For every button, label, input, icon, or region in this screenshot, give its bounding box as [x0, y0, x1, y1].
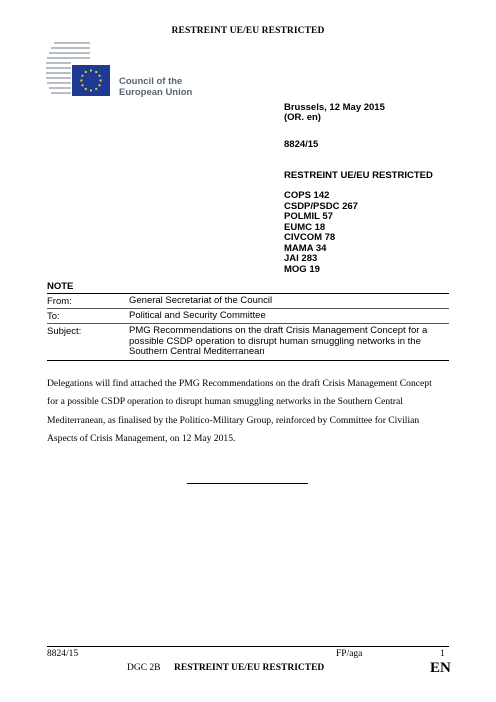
language-code: EN: [430, 660, 451, 676]
council-name: [119, 76, 192, 98]
to-label: To:: [47, 311, 60, 322]
place-date: Brussels, 12 May 2015: [284, 102, 385, 113]
top-classification: RESTREINT UE/EU RESTRICTED: [171, 26, 325, 36]
footer-initials: FP/aga: [336, 649, 363, 659]
code-line: EUMC 18: [284, 221, 326, 233]
body-line: Mediterranean, as finalised by the Politico-Military Group, reinforced by Committee for Civilian: [47, 414, 420, 426]
code-line: MOG 19: [284, 263, 320, 275]
subject-label: Subject:: [47, 326, 82, 337]
code-line: CIVCOM 78: [284, 232, 336, 243]
code-line: COPS 142: [284, 190, 330, 201]
note-title: NOTE: [47, 281, 74, 292]
code-line: MAMA 34: [284, 242, 327, 254]
to-value: Political and Security Committee: [129, 310, 266, 321]
body-line: for a possible CSDP operation to disrupt human smuggling networks in the Southern Central: [47, 396, 403, 408]
document-classification: RESTREINT UE/EU RESTRICTED: [284, 170, 433, 181]
footer-department: DGC 2B: [127, 663, 161, 673]
body-line: Delegations will find attached the PMG Recommendations on the draft Crisis Management Concept: [47, 378, 432, 389]
code-line: CSDP/PSDC 267: [284, 200, 358, 212]
footer-classification: RESTREINT UE/EU RESTRICTED: [174, 663, 325, 673]
from-value: General Secretariat of the Council: [129, 295, 273, 306]
body-line: Aspects of Crisis Management, on 12 May 2015.: [47, 433, 236, 445]
body-paragraph: [47, 375, 452, 449]
divider: [47, 293, 449, 294]
council-name-line1: Council of the: [119, 76, 183, 87]
from-label: From:: [47, 296, 72, 307]
subject-value: PMG Recommendations on the draft Crisis Management Concept for a possible CSDP operation to disrupt human smuggling networks in the Southern Central Mediterranean: [129, 325, 428, 357]
footer-doc-number: 8824/15: [47, 649, 79, 659]
footer-divider: [47, 646, 449, 647]
document-number: 8824/15: [284, 139, 319, 150]
code-line: JAI 283: [284, 253, 318, 264]
end-separator: [187, 483, 308, 484]
original-language: (OR. en): [284, 112, 321, 123]
divider: [47, 323, 449, 324]
divider: [47, 308, 449, 309]
interinstitutional-codes: [284, 191, 358, 275]
council-name-line2: European Union: [119, 87, 193, 98]
code-line: POLMIL 57: [284, 211, 333, 222]
divider: [47, 360, 449, 361]
footer-page-number: 1: [440, 649, 445, 659]
